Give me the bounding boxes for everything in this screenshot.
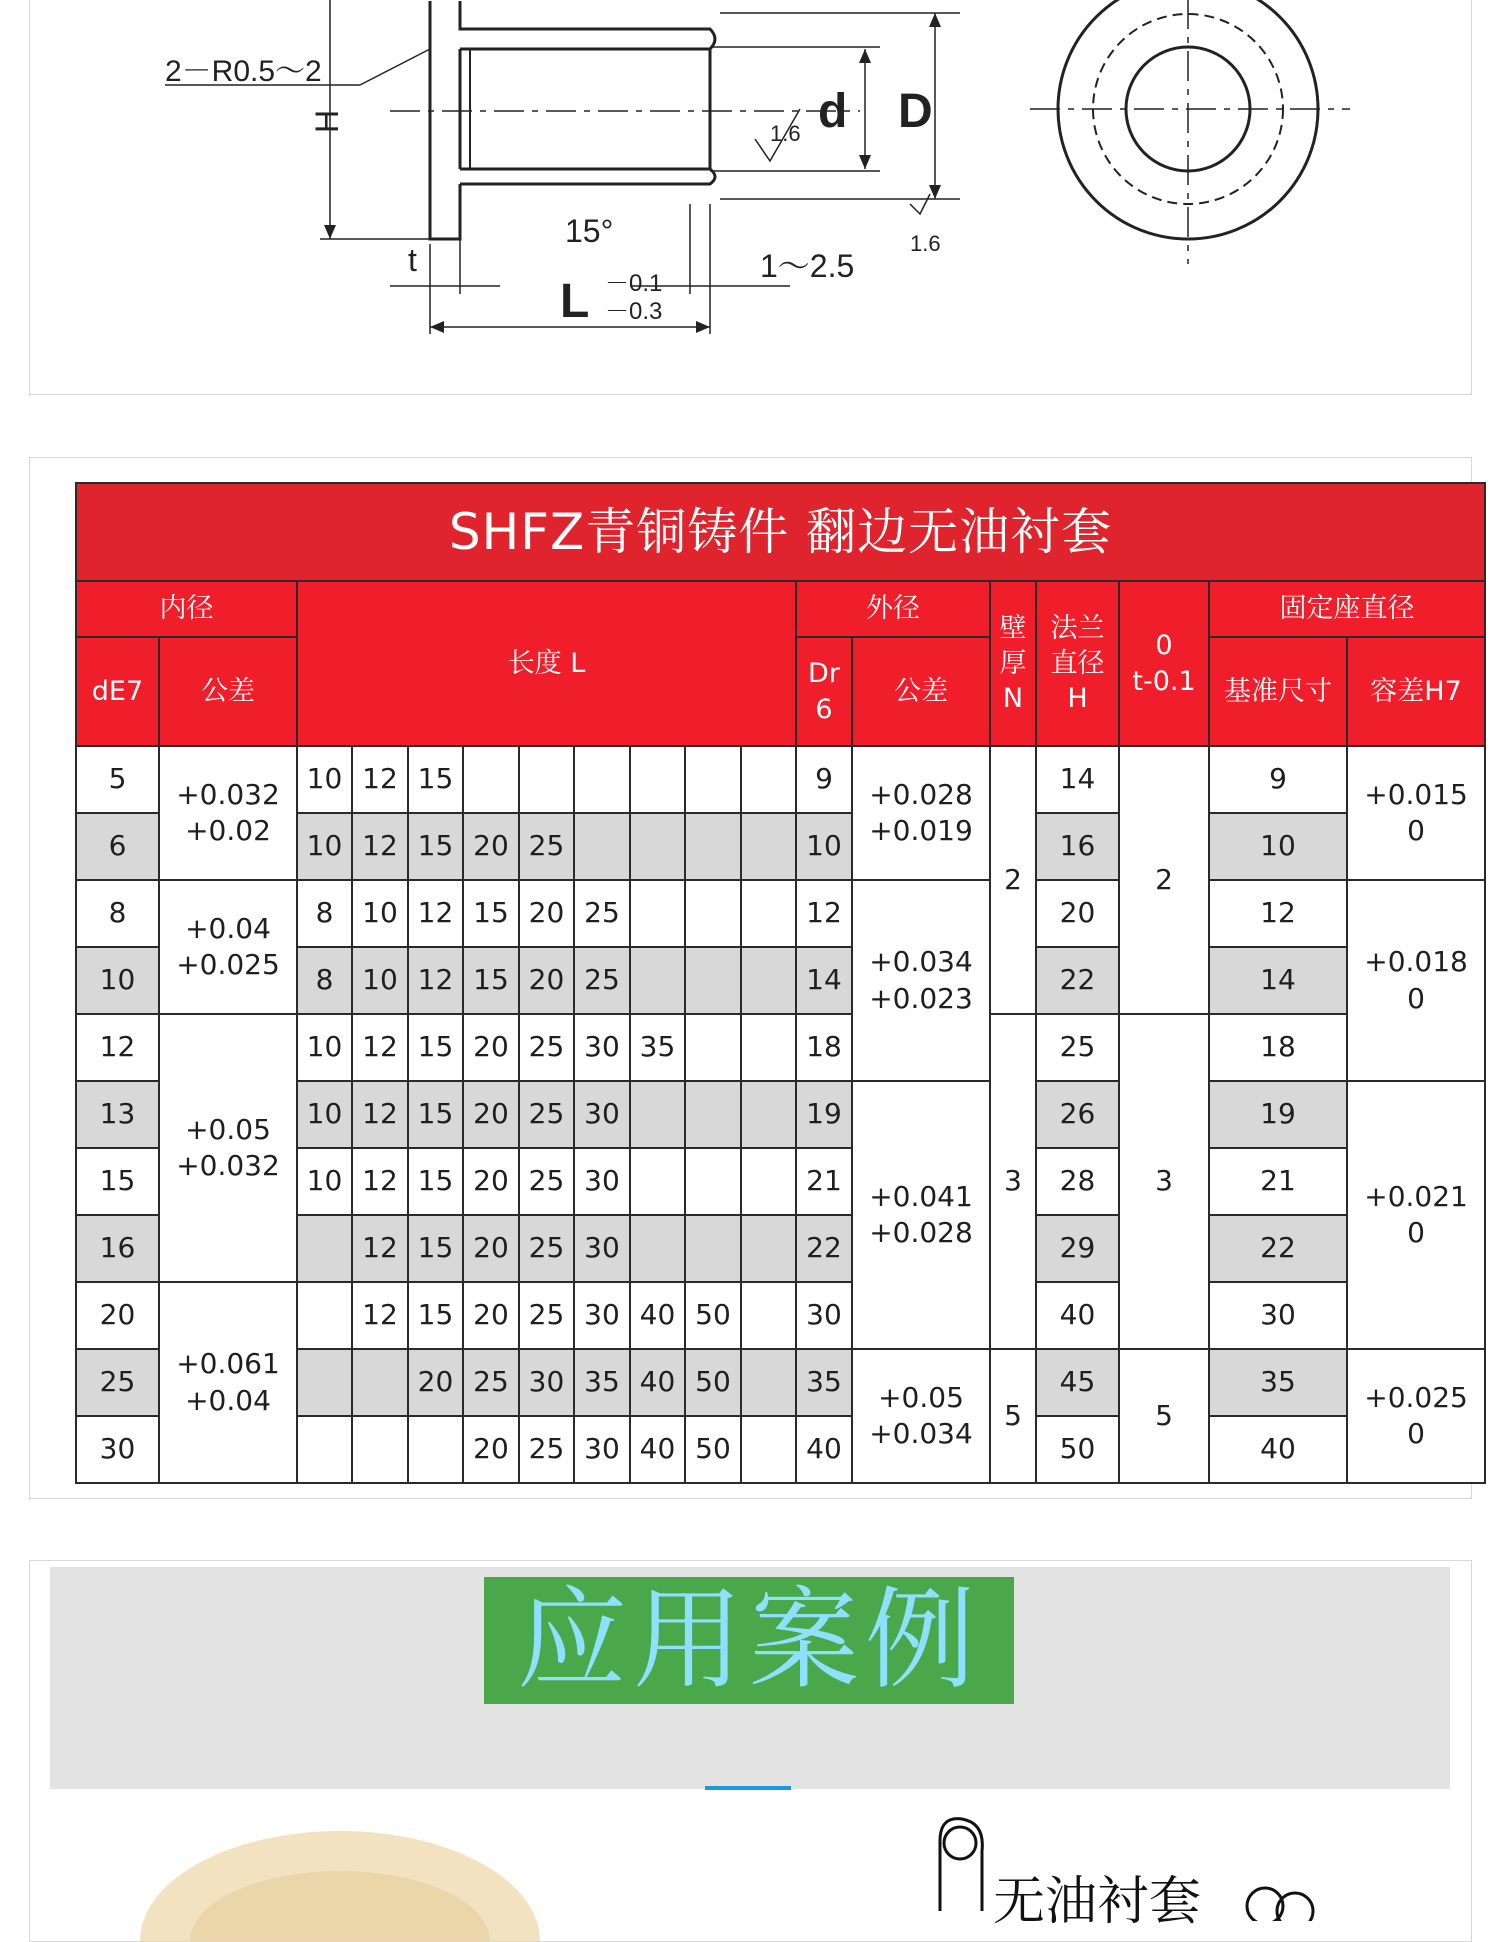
cell-inner-diameter: 5	[76, 746, 159, 813]
D-label: D	[898, 85, 933, 138]
cell-length	[408, 1416, 463, 1483]
t-label: t	[408, 242, 417, 278]
header-flange: 法兰 直径 H	[1036, 581, 1119, 746]
flange-outline	[430, 1, 460, 239]
cell-inner-diameter: 25	[76, 1349, 159, 1416]
cell-length	[685, 880, 741, 947]
cell-length: 30	[519, 1349, 574, 1416]
cell-seat-base: 18	[1209, 1014, 1347, 1081]
cell-length	[630, 813, 685, 880]
cell-outer-diameter: 22	[796, 1215, 852, 1282]
tol-upper: －0.1	[605, 270, 663, 297]
cell-length: 40	[630, 1416, 685, 1483]
cell-length	[630, 947, 685, 1014]
cell-length: 15	[408, 1081, 463, 1148]
cell-length: 20	[463, 1081, 519, 1148]
cell-outer-diameter: 14	[796, 947, 852, 1014]
cell-length: 25	[519, 813, 574, 880]
cell-length: 15	[408, 813, 463, 880]
header-t: 0 t-0.1	[1119, 581, 1209, 746]
cell-flange-diameter: 14	[1036, 746, 1119, 813]
cell-length: 8	[297, 947, 352, 1014]
cell-length	[574, 813, 630, 880]
header-outer-tol: 公差	[852, 637, 990, 746]
header-dE7: dE7	[76, 637, 159, 746]
cell-length: 25	[519, 1416, 574, 1483]
drawing-panel	[29, 0, 1472, 395]
header-seat-tol: 容差H7	[1347, 637, 1485, 746]
cell-length	[297, 1416, 352, 1483]
sketch-label: 无油衬套	[993, 1872, 1202, 1932]
cell-outer-diameter: 35	[796, 1349, 852, 1416]
cell-inner-diameter: 20	[76, 1282, 159, 1349]
cell-inner-tolerance: +0.05 +0.032	[159, 1014, 297, 1282]
cell-length	[741, 1282, 796, 1349]
cell-length: 15	[463, 947, 519, 1014]
cell-length: 30	[574, 1416, 630, 1483]
cell-flange-diameter: 28	[1036, 1148, 1119, 1215]
cell-length	[741, 1014, 796, 1081]
cell-flange-diameter: 25	[1036, 1014, 1119, 1081]
cell-seat-base: 35	[1209, 1349, 1347, 1416]
cell-seat-base: 19	[1209, 1081, 1347, 1148]
cell-seat-base: 12	[1209, 880, 1347, 947]
header-dr6: Dr 6	[796, 637, 852, 746]
cell-length: 10	[297, 1014, 352, 1081]
application-panel	[29, 1560, 1472, 1942]
cell-length	[630, 746, 685, 813]
cell-length: 10	[297, 1081, 352, 1148]
cell-length: 10	[352, 880, 408, 947]
cell-length	[463, 746, 519, 813]
cell-length: 35	[574, 1349, 630, 1416]
cell-length: 30	[574, 1215, 630, 1282]
cell-length: 12	[352, 1081, 408, 1148]
cell-length: 25	[574, 947, 630, 1014]
cell-length: 35	[630, 1014, 685, 1081]
cell-length: 20	[519, 947, 574, 1014]
cell-length	[685, 947, 741, 1014]
cell-length	[685, 1081, 741, 1148]
d-label: d	[818, 85, 848, 138]
cell-length: 15	[408, 1014, 463, 1081]
cell-flange-diameter: 40	[1036, 1282, 1119, 1349]
cell-outer-diameter: 21	[796, 1148, 852, 1215]
tol-lower: －0.3	[605, 298, 663, 325]
cell-outer-diameter: 19	[796, 1081, 852, 1148]
cell-outer-diameter: 30	[796, 1282, 852, 1349]
cell-seat-tolerance: +0.021 0	[1347, 1081, 1485, 1349]
title-underline	[705, 1786, 791, 1790]
cell-outer-diameter: 40	[796, 1416, 852, 1483]
cell-length	[297, 1215, 352, 1282]
cell-length	[741, 813, 796, 880]
cell-length: 40	[630, 1282, 685, 1349]
cell-flange-diameter: 16	[1036, 813, 1119, 880]
cell-length	[741, 947, 796, 1014]
cell-length	[630, 1081, 685, 1148]
cell-outer-diameter: 12	[796, 880, 852, 947]
cell-length: 25	[519, 1081, 574, 1148]
cell-length: 25	[519, 1014, 574, 1081]
header-inner: 内径	[76, 581, 297, 637]
cell-length	[519, 746, 574, 813]
cell-length	[741, 1148, 796, 1215]
cell-length: 15	[408, 1215, 463, 1282]
spec-table	[75, 482, 1486, 1484]
cell-seat-base: 21	[1209, 1148, 1347, 1215]
cell-outer-tolerance: +0.034 +0.023	[852, 880, 990, 1081]
cell-length: 12	[352, 746, 408, 813]
header-seat: 固定座直径	[1209, 581, 1485, 637]
cell-inner-diameter: 12	[76, 1014, 159, 1081]
cell-flange-diameter: 50	[1036, 1416, 1119, 1483]
cell-length: 12	[352, 1148, 408, 1215]
cell-outer-tolerance: +0.05 +0.034	[852, 1349, 990, 1483]
cell-length	[352, 1416, 408, 1483]
cell-length: 12	[352, 1215, 408, 1282]
cell-inner-diameter: 6	[76, 813, 159, 880]
cell-length	[685, 1014, 741, 1081]
cell-inner-diameter: 15	[76, 1148, 159, 1215]
cell-wall-thickness: 2	[990, 746, 1036, 1014]
cell-inner-tolerance: +0.061 +0.04	[159, 1282, 297, 1483]
cell-inner-diameter: 10	[76, 947, 159, 1014]
cell-length: 12	[408, 947, 463, 1014]
cell-length: 25	[519, 1148, 574, 1215]
cell-length	[685, 1148, 741, 1215]
cell-length: 20	[519, 880, 574, 947]
cell-length	[741, 1215, 796, 1282]
h-label: H	[309, 109, 345, 133]
cell-length: 10	[297, 813, 352, 880]
cell-length: 12	[352, 1282, 408, 1349]
cell-flange-diameter: 26	[1036, 1081, 1119, 1148]
cell-length: 15	[408, 1282, 463, 1349]
cell-seat-base: 14	[1209, 947, 1347, 1014]
cell-length	[741, 1416, 796, 1483]
cell-seat-tolerance: +0.025 0	[1347, 1349, 1485, 1483]
cell-flange-diameter: 29	[1036, 1215, 1119, 1282]
cell-seat-tolerance: +0.015 0	[1347, 746, 1485, 880]
cell-length	[630, 1215, 685, 1282]
cell-inner-diameter: 16	[76, 1215, 159, 1282]
cell-length: 30	[574, 1081, 630, 1148]
cell-length: 30	[574, 1282, 630, 1349]
angle-label: 15°	[565, 213, 614, 249]
table-row	[76, 880, 1485, 947]
cell-length: 15	[408, 1148, 463, 1215]
cell-length: 20	[463, 813, 519, 880]
cell-flange-thickness: 2	[1119, 746, 1209, 1014]
cell-wall-thickness: 5	[990, 1349, 1036, 1483]
cell-length	[685, 1215, 741, 1282]
cell-inner-diameter: 13	[76, 1081, 159, 1148]
cell-outer-tolerance: +0.041 +0.028	[852, 1081, 990, 1349]
cell-length: 40	[630, 1349, 685, 1416]
cell-flange-thickness: 5	[1119, 1349, 1209, 1483]
cell-length	[352, 1349, 408, 1416]
cell-length: 15	[408, 746, 463, 813]
header-wall: 壁 厚 N	[990, 581, 1036, 746]
cell-length: 12	[408, 880, 463, 947]
cell-length	[741, 746, 796, 813]
cell-length: 10	[297, 746, 352, 813]
cell-length: 20	[463, 1416, 519, 1483]
cell-length: 12	[352, 1014, 408, 1081]
cell-flange-thickness: 3	[1119, 1014, 1209, 1349]
cell-outer-diameter: 10	[796, 813, 852, 880]
header-inner-tol: 公差	[159, 637, 297, 746]
L-label: L	[560, 275, 590, 328]
cell-length: 10	[352, 947, 408, 1014]
cell-length: 25	[463, 1349, 519, 1416]
cell-length	[297, 1349, 352, 1416]
table-row	[76, 1282, 1485, 1349]
cell-seat-base: 30	[1209, 1282, 1347, 1349]
spec-table-panel	[29, 457, 1472, 1499]
roughness-bore: 1.6	[770, 121, 801, 146]
application-title: 应用案例	[484, 1577, 1014, 1704]
cell-length: 8	[297, 880, 352, 947]
cell-length: 50	[685, 1416, 741, 1483]
cell-length: 25	[519, 1282, 574, 1349]
cell-length: 50	[685, 1349, 741, 1416]
cell-length	[741, 1081, 796, 1148]
cell-seat-tolerance: +0.018 0	[1347, 880, 1485, 1081]
cell-outer-diameter: 18	[796, 1014, 852, 1081]
cell-length: 20	[408, 1349, 463, 1416]
application-banner	[50, 1567, 1450, 1789]
radius-label: 2－R0.5～2	[165, 55, 322, 88]
cell-length	[574, 746, 630, 813]
cell-length: 20	[463, 1282, 519, 1349]
cell-length	[685, 813, 741, 880]
cell-length: 20	[463, 1148, 519, 1215]
bushing-drawing	[30, 0, 1471, 394]
cell-length: 20	[463, 1215, 519, 1282]
cell-length: 30	[574, 1014, 630, 1081]
cell-length: 15	[463, 880, 519, 947]
bushing-photo	[110, 1791, 570, 1942]
cell-length	[685, 746, 741, 813]
cell-inner-tolerance: +0.04 +0.025	[159, 880, 297, 1014]
cell-length: 50	[685, 1282, 741, 1349]
cell-outer-tolerance: +0.028 +0.019	[852, 746, 990, 880]
cell-seat-base: 40	[1209, 1416, 1347, 1483]
header-length: 长度 L	[297, 581, 796, 746]
cell-seat-base: 10	[1209, 813, 1347, 880]
cell-flange-diameter: 45	[1036, 1349, 1119, 1416]
cell-length	[741, 1349, 796, 1416]
roughness-od: 1.6	[910, 231, 941, 256]
header-base: 基准尺寸	[1209, 637, 1347, 746]
cell-flange-diameter: 22	[1036, 947, 1119, 1014]
cell-length: 10	[297, 1148, 352, 1215]
table-row	[76, 746, 1485, 813]
cell-length: 25	[519, 1215, 574, 1282]
cell-length: 25	[574, 880, 630, 947]
cell-inner-tolerance: +0.032 +0.02	[159, 746, 297, 880]
cell-seat-base: 22	[1209, 1215, 1347, 1282]
cell-seat-base: 9	[1209, 746, 1347, 813]
header-outer: 外径	[796, 581, 990, 637]
cell-length: 30	[574, 1148, 630, 1215]
cell-outer-diameter: 9	[796, 746, 852, 813]
cell-length	[630, 880, 685, 947]
cell-length: 20	[463, 1014, 519, 1081]
table-row	[76, 1014, 1485, 1081]
cell-length	[630, 1148, 685, 1215]
cell-length	[297, 1282, 352, 1349]
chamfer-label: 1～2.5	[760, 248, 855, 284]
cell-length	[741, 880, 796, 947]
cell-flange-diameter: 20	[1036, 880, 1119, 947]
cell-inner-diameter: 30	[76, 1416, 159, 1483]
table-title: SHFZ青铜铸件 翻边无油衬套	[76, 483, 1485, 581]
cell-length: 12	[352, 813, 408, 880]
cell-inner-diameter: 8	[76, 880, 159, 947]
cell-wall-thickness: 3	[990, 1014, 1036, 1349]
